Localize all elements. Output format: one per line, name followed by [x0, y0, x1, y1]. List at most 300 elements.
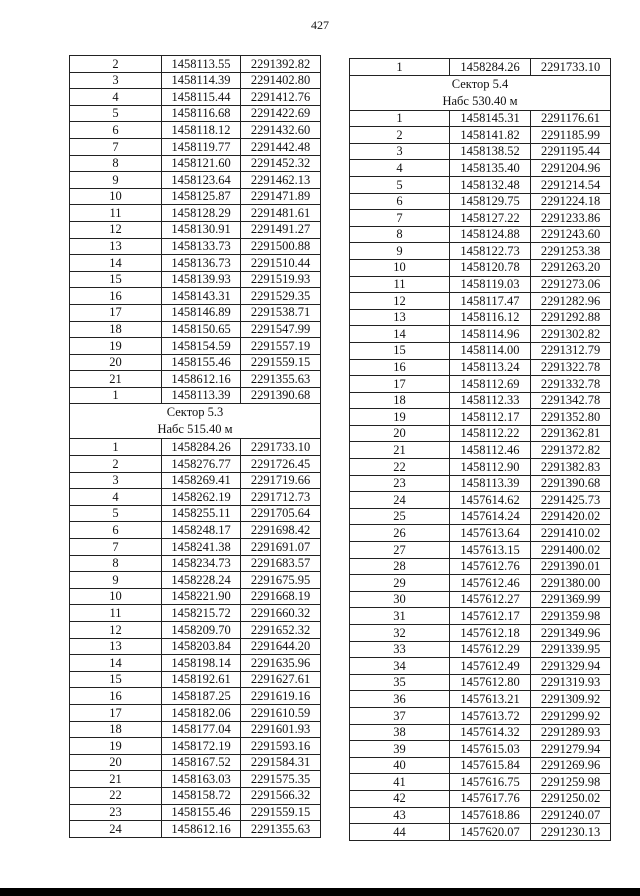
point-number-cell: 20: [70, 754, 162, 771]
y-coordinate-cell: 2291250.02: [531, 790, 611, 807]
table-row: [70, 89, 321, 106]
table-row: [70, 338, 321, 355]
x-coordinate-cell: 1458129.75: [450, 193, 531, 210]
point-number-cell: 39: [350, 741, 450, 758]
point-number-cell: 4: [350, 160, 450, 177]
table-row: [350, 824, 611, 841]
table-row: [70, 704, 321, 721]
y-coordinate-cell: 2291510.44: [241, 255, 321, 272]
x-coordinate-cell: 1458234.73: [162, 555, 241, 572]
x-coordinate-cell: 1457612.76: [450, 558, 531, 575]
y-coordinate-cell: 2291279.94: [531, 741, 611, 758]
x-coordinate-cell: 1458154.59: [162, 338, 241, 355]
x-coordinate-cell: 1458141.82: [450, 127, 531, 144]
x-coordinate-cell: 1458284.26: [162, 439, 241, 456]
y-coordinate-cell: 2291547.99: [241, 321, 321, 338]
x-coordinate-cell: 1458112.22: [450, 425, 531, 442]
point-number-cell: 3: [70, 72, 162, 89]
table-row: [350, 807, 611, 824]
y-coordinate-cell: 2291402.80: [241, 72, 321, 89]
y-coordinate-cell: 2291382.83: [531, 459, 611, 476]
point-number-cell: 6: [70, 122, 162, 139]
x-coordinate-cell: 1458120.78: [450, 259, 531, 276]
y-coordinate-cell: 2291289.93: [531, 724, 611, 741]
point-number-cell: 44: [350, 824, 450, 841]
table-row: [70, 321, 321, 338]
table-row: [350, 625, 611, 642]
y-coordinate-cell: 2291322.78: [531, 359, 611, 376]
point-number-cell: 42: [350, 790, 450, 807]
x-coordinate-cell: 1458167.52: [162, 754, 241, 771]
point-number-cell: 24: [70, 821, 162, 838]
point-number-cell: 20: [70, 354, 162, 371]
point-number-cell: 29: [350, 575, 450, 592]
table-row: [70, 271, 321, 288]
x-coordinate-cell: 1457613.72: [450, 707, 531, 724]
table-row: [70, 56, 321, 73]
page-number: 427: [311, 18, 329, 32]
table-row: [350, 409, 611, 426]
x-coordinate-cell: 1457613.15: [450, 542, 531, 559]
table-row: [70, 638, 321, 655]
point-number-cell: 19: [70, 338, 162, 355]
table-row: [350, 359, 611, 376]
y-coordinate-cell: 2291593.16: [241, 738, 321, 755]
table-row: [350, 110, 611, 127]
point-number-cell: 7: [70, 138, 162, 155]
table-row: [350, 691, 611, 708]
y-coordinate-cell: 2291660.32: [241, 605, 321, 622]
table-row: [350, 641, 611, 658]
x-coordinate-cell: 1458143.31: [162, 288, 241, 305]
x-coordinate-cell: 1458133.73: [162, 238, 241, 255]
point-number-cell: 34: [350, 658, 450, 675]
table-row: [350, 508, 611, 525]
x-coordinate-cell: 1458114.39: [162, 72, 241, 89]
table-row: [70, 522, 321, 539]
point-number-cell: 24: [350, 492, 450, 509]
point-number-cell: 8: [70, 155, 162, 172]
y-coordinate-cell: 2291339.95: [531, 641, 611, 658]
point-number-cell: 18: [70, 321, 162, 338]
y-coordinate-cell: 2291683.57: [241, 555, 321, 572]
table-row: [70, 456, 321, 473]
point-number-cell: 17: [70, 704, 162, 721]
y-coordinate-cell: 2291349.96: [531, 625, 611, 642]
table-row: [70, 572, 321, 589]
x-coordinate-cell: 1458177.04: [162, 721, 241, 738]
y-coordinate-cell: 2291519.93: [241, 271, 321, 288]
y-coordinate-cell: 2291185.99: [531, 127, 611, 144]
y-coordinate-cell: 2291369.99: [531, 591, 611, 608]
table-row: [70, 754, 321, 771]
point-number-cell: 14: [350, 326, 450, 343]
y-coordinate-cell: 2291355.63: [241, 821, 321, 838]
x-coordinate-cell: 1458158.72: [162, 787, 241, 804]
y-coordinate-cell: 2291652.32: [241, 622, 321, 639]
table-row: [350, 226, 611, 243]
x-coordinate-cell: 1457613.21: [450, 691, 531, 708]
point-number-cell: 1: [70, 439, 162, 456]
point-number-cell: 38: [350, 724, 450, 741]
y-coordinate-cell: 2291529.35: [241, 288, 321, 305]
y-coordinate-cell: 2291726.45: [241, 456, 321, 473]
table-row: [350, 542, 611, 559]
point-number-cell: 14: [70, 655, 162, 672]
point-number-cell: 2: [350, 127, 450, 144]
y-coordinate-cell: 2291575.35: [241, 771, 321, 788]
y-coordinate-cell: 2291712.73: [241, 489, 321, 506]
section-header-cell: [350, 75, 611, 110]
section-header-cell: [70, 404, 321, 439]
y-coordinate-cell: 2291557.19: [241, 338, 321, 355]
point-number-cell: 21: [70, 371, 162, 388]
table-row: [350, 392, 611, 409]
x-coordinate-cell: 1458132.48: [450, 176, 531, 193]
point-number-cell: 4: [70, 89, 162, 106]
point-number-cell: 11: [70, 605, 162, 622]
table-row: [350, 243, 611, 260]
x-coordinate-cell: 1458127.22: [450, 210, 531, 227]
point-number-cell: 15: [70, 671, 162, 688]
y-coordinate-cell: 2291410.02: [531, 525, 611, 542]
point-number-cell: 20: [350, 425, 450, 442]
y-coordinate-cell: 2291733.10: [531, 59, 611, 76]
x-coordinate-cell: 1458182.06: [162, 704, 241, 721]
x-coordinate-cell: 1458145.31: [450, 110, 531, 127]
y-coordinate-cell: 2291259.98: [531, 774, 611, 791]
table-row: [70, 371, 321, 388]
x-coordinate-cell: 1457615.84: [450, 757, 531, 774]
x-coordinate-cell: 1458116.12: [450, 309, 531, 326]
table-row: [70, 605, 321, 622]
coordinates-table-right: [349, 58, 611, 841]
section-header-row: [70, 404, 321, 439]
table-row: [350, 442, 611, 459]
x-coordinate-cell: 1458612.16: [162, 821, 241, 838]
point-number-cell: 15: [350, 342, 450, 359]
x-coordinate-cell: 1458115.44: [162, 89, 241, 106]
point-number-cell: 17: [70, 304, 162, 321]
x-coordinate-cell: 1457612.29: [450, 641, 531, 658]
point-number-cell: 11: [350, 276, 450, 293]
point-number-cell: 28: [350, 558, 450, 575]
y-coordinate-cell: 2291462.13: [241, 172, 321, 189]
table-row: [70, 505, 321, 522]
x-coordinate-cell: 1458123.64: [162, 172, 241, 189]
x-coordinate-cell: 1458117.47: [450, 293, 531, 310]
table-row: [350, 176, 611, 193]
table-row: [70, 354, 321, 371]
point-number-cell: 6: [350, 193, 450, 210]
table-row: [350, 658, 611, 675]
y-coordinate-cell: 2291442.48: [241, 138, 321, 155]
point-number-cell: 13: [70, 238, 162, 255]
y-coordinate-cell: 2291390.68: [531, 475, 611, 492]
y-coordinate-cell: 2291329.94: [531, 658, 611, 675]
point-number-cell: 27: [350, 542, 450, 559]
table-row: [350, 160, 611, 177]
x-coordinate-cell: 1458112.46: [450, 442, 531, 459]
y-coordinate-cell: 2291432.60: [241, 122, 321, 139]
point-number-cell: 19: [350, 409, 450, 426]
point-number-cell: 22: [70, 787, 162, 804]
point-number-cell: 10: [70, 188, 162, 205]
x-coordinate-cell: 1458112.90: [450, 459, 531, 476]
x-coordinate-cell: 1458112.33: [450, 392, 531, 409]
x-coordinate-cell: 1458150.65: [162, 321, 241, 338]
table-row: [70, 122, 321, 139]
y-coordinate-cell: 2291566.32: [241, 787, 321, 804]
table-row: [350, 342, 611, 359]
x-coordinate-cell: 1458269.41: [162, 472, 241, 489]
y-coordinate-cell: 2291243.60: [531, 226, 611, 243]
point-number-cell: 12: [70, 622, 162, 639]
table-row: [70, 671, 321, 688]
table-row: [70, 489, 321, 506]
point-number-cell: 21: [70, 771, 162, 788]
y-coordinate-cell: 2291412.76: [241, 89, 321, 106]
y-coordinate-cell: 2291538.71: [241, 304, 321, 321]
table-row: [350, 293, 611, 310]
point-number-cell: 3: [70, 472, 162, 489]
x-coordinate-cell: 1458255.11: [162, 505, 241, 522]
section-elevation: Набс 515.40 м: [157, 422, 233, 437]
y-coordinate-cell: 2291400.02: [531, 542, 611, 559]
x-coordinate-cell: 1457617.76: [450, 790, 531, 807]
x-coordinate-cell: 1458116.68: [162, 105, 241, 122]
point-number-cell: 7: [350, 210, 450, 227]
point-number-cell: 10: [70, 588, 162, 605]
point-number-cell: 35: [350, 674, 450, 691]
x-coordinate-cell: 1458119.77: [162, 138, 241, 155]
section-elevation: Набс 530.40 м: [442, 93, 518, 108]
point-number-cell: 33: [350, 641, 450, 658]
y-coordinate-cell: 2291500.88: [241, 238, 321, 255]
x-coordinate-cell: 1458276.77: [162, 456, 241, 473]
x-coordinate-cell: 1458146.89: [162, 304, 241, 321]
x-coordinate-cell: 1458248.17: [162, 522, 241, 539]
x-coordinate-cell: 1458172.19: [162, 738, 241, 755]
x-coordinate-cell: 1457612.18: [450, 625, 531, 642]
y-coordinate-cell: 2291299.92: [531, 707, 611, 724]
x-coordinate-cell: 1458136.73: [162, 255, 241, 272]
point-number-cell: 18: [350, 392, 450, 409]
table-row: [70, 738, 321, 755]
y-coordinate-cell: 2291253.38: [531, 243, 611, 260]
y-coordinate-cell: 2291705.64: [241, 505, 321, 522]
point-number-cell: 23: [350, 475, 450, 492]
x-coordinate-cell: 1457612.17: [450, 608, 531, 625]
x-coordinate-cell: 1458130.91: [162, 221, 241, 238]
x-coordinate-cell: 1458135.40: [450, 160, 531, 177]
y-coordinate-cell: 2291292.88: [531, 309, 611, 326]
table-row: [70, 205, 321, 222]
x-coordinate-cell: 1458192.61: [162, 671, 241, 688]
point-number-cell: 8: [350, 226, 450, 243]
table-row: [350, 757, 611, 774]
table-row: [70, 221, 321, 238]
y-coordinate-cell: 2291601.93: [241, 721, 321, 738]
x-coordinate-cell: 1458187.25: [162, 688, 241, 705]
point-number-cell: 40: [350, 757, 450, 774]
table-row: [350, 475, 611, 492]
point-number-cell: 22: [350, 459, 450, 476]
point-number-cell: 10: [350, 259, 450, 276]
y-coordinate-cell: 2291390.68: [241, 387, 321, 404]
y-coordinate-cell: 2291481.61: [241, 205, 321, 222]
x-coordinate-cell: 1458113.39: [450, 475, 531, 492]
x-coordinate-cell: 1458125.87: [162, 188, 241, 205]
table-row: [350, 674, 611, 691]
y-coordinate-cell: 2291230.13: [531, 824, 611, 841]
y-coordinate-cell: 2291282.96: [531, 293, 611, 310]
x-coordinate-cell: 1458128.29: [162, 205, 241, 222]
x-coordinate-cell: 1457612.27: [450, 591, 531, 608]
point-number-cell: 25: [350, 508, 450, 525]
y-coordinate-cell: 2291420.02: [531, 508, 611, 525]
x-coordinate-cell: 1458198.14: [162, 655, 241, 672]
y-coordinate-cell: 2291332.78: [531, 376, 611, 393]
x-coordinate-cell: 1457615.03: [450, 741, 531, 758]
x-coordinate-cell: 1457612.49: [450, 658, 531, 675]
table-row: [350, 774, 611, 791]
table-row: [350, 575, 611, 592]
x-coordinate-cell: 1458112.17: [450, 409, 531, 426]
y-coordinate-cell: 2291319.93: [531, 674, 611, 691]
y-coordinate-cell: 2291302.82: [531, 326, 611, 343]
table-row: [350, 193, 611, 210]
x-coordinate-cell: 1457614.24: [450, 508, 531, 525]
point-number-cell: 7: [70, 539, 162, 556]
y-coordinate-cell: 2291176.61: [531, 110, 611, 127]
table-row: [70, 555, 321, 572]
y-coordinate-cell: 2291471.89: [241, 188, 321, 205]
table-row: [70, 539, 321, 556]
point-number-cell: 9: [350, 243, 450, 260]
x-coordinate-cell: 1458155.46: [162, 804, 241, 821]
y-coordinate-cell: 2291392.82: [241, 56, 321, 73]
y-coordinate-cell: 2291233.86: [531, 210, 611, 227]
table-row: [350, 724, 611, 741]
x-coordinate-cell: 1457616.75: [450, 774, 531, 791]
y-coordinate-cell: 2291422.69: [241, 105, 321, 122]
y-coordinate-cell: 2291362.81: [531, 425, 611, 442]
point-number-cell: 9: [70, 172, 162, 189]
point-number-cell: 2: [70, 456, 162, 473]
x-coordinate-cell: 1458163.03: [162, 771, 241, 788]
point-number-cell: 9: [70, 572, 162, 589]
table-row: [350, 459, 611, 476]
table-row: [70, 304, 321, 321]
x-coordinate-cell: 1458113.39: [162, 387, 241, 404]
y-coordinate-cell: 2291224.18: [531, 193, 611, 210]
point-number-cell: 23: [70, 804, 162, 821]
table-row: [70, 688, 321, 705]
y-coordinate-cell: 2291342.78: [531, 392, 611, 409]
y-coordinate-cell: 2291355.63: [241, 371, 321, 388]
x-coordinate-cell: 1457614.62: [450, 492, 531, 509]
y-coordinate-cell: 2291380.00: [531, 575, 611, 592]
point-number-cell: 32: [350, 625, 450, 642]
table-row: [70, 472, 321, 489]
table-row: [70, 387, 321, 404]
point-number-cell: 6: [70, 522, 162, 539]
table-row: [70, 288, 321, 305]
y-coordinate-cell: 2291359.98: [531, 608, 611, 625]
y-coordinate-cell: 2291610.59: [241, 704, 321, 721]
point-number-cell: 30: [350, 591, 450, 608]
table-row: [350, 492, 611, 509]
x-coordinate-cell: 1458114.96: [450, 326, 531, 343]
y-coordinate-cell: 2291309.92: [531, 691, 611, 708]
x-coordinate-cell: 1458262.19: [162, 489, 241, 506]
point-number-cell: 5: [70, 505, 162, 522]
point-number-cell: 17: [350, 376, 450, 393]
x-coordinate-cell: 1458215.72: [162, 605, 241, 622]
table-row: [350, 309, 611, 326]
table-row: [70, 804, 321, 821]
x-coordinate-cell: 1457614.32: [450, 724, 531, 741]
point-number-cell: 1: [350, 59, 450, 76]
point-number-cell: 1: [350, 110, 450, 127]
section-title: Сектор 5.4: [451, 76, 509, 91]
table-row: [70, 655, 321, 672]
x-coordinate-cell: 1458241.38: [162, 539, 241, 556]
y-coordinate-cell: 2291372.82: [531, 442, 611, 459]
table-row: [350, 558, 611, 575]
x-coordinate-cell: 1458284.26: [450, 59, 531, 76]
x-coordinate-cell: 1457612.80: [450, 674, 531, 691]
table-row: [70, 155, 321, 172]
y-coordinate-cell: 2291698.42: [241, 522, 321, 539]
point-number-cell: 12: [350, 293, 450, 310]
point-number-cell: 3: [350, 143, 450, 160]
point-number-cell: 26: [350, 525, 450, 542]
y-coordinate-cell: 2291204.96: [531, 160, 611, 177]
y-coordinate-cell: 2291312.79: [531, 342, 611, 359]
table-row: [350, 741, 611, 758]
x-coordinate-cell: 1457612.46: [450, 575, 531, 592]
table-row: [350, 143, 611, 160]
point-number-cell: 8: [70, 555, 162, 572]
section-title: Сектор 5.3: [166, 405, 224, 420]
x-coordinate-cell: 1458138.52: [450, 143, 531, 160]
y-coordinate-cell: 2291269.96: [531, 757, 611, 774]
table-row: [350, 259, 611, 276]
table-row: [70, 771, 321, 788]
point-number-cell: 5: [350, 176, 450, 193]
table-row: [350, 127, 611, 144]
y-coordinate-cell: 2291452.32: [241, 155, 321, 172]
y-coordinate-cell: 2291263.20: [531, 259, 611, 276]
y-coordinate-cell: 2291619.16: [241, 688, 321, 705]
table-row: [70, 439, 321, 456]
x-coordinate-cell: 1458124.88: [450, 226, 531, 243]
y-coordinate-cell: 2291559.15: [241, 804, 321, 821]
coordinates-table-left: [69, 55, 321, 838]
x-coordinate-cell: 1458118.12: [162, 122, 241, 139]
x-coordinate-cell: 1458612.16: [162, 371, 241, 388]
point-number-cell: 31: [350, 608, 450, 625]
table-row: [350, 790, 611, 807]
table-row: [350, 326, 611, 343]
x-coordinate-cell: 1458113.24: [450, 359, 531, 376]
point-number-cell: 21: [350, 442, 450, 459]
y-coordinate-cell: 2291668.19: [241, 588, 321, 605]
y-coordinate-cell: 2291719.66: [241, 472, 321, 489]
table-row: [70, 721, 321, 738]
